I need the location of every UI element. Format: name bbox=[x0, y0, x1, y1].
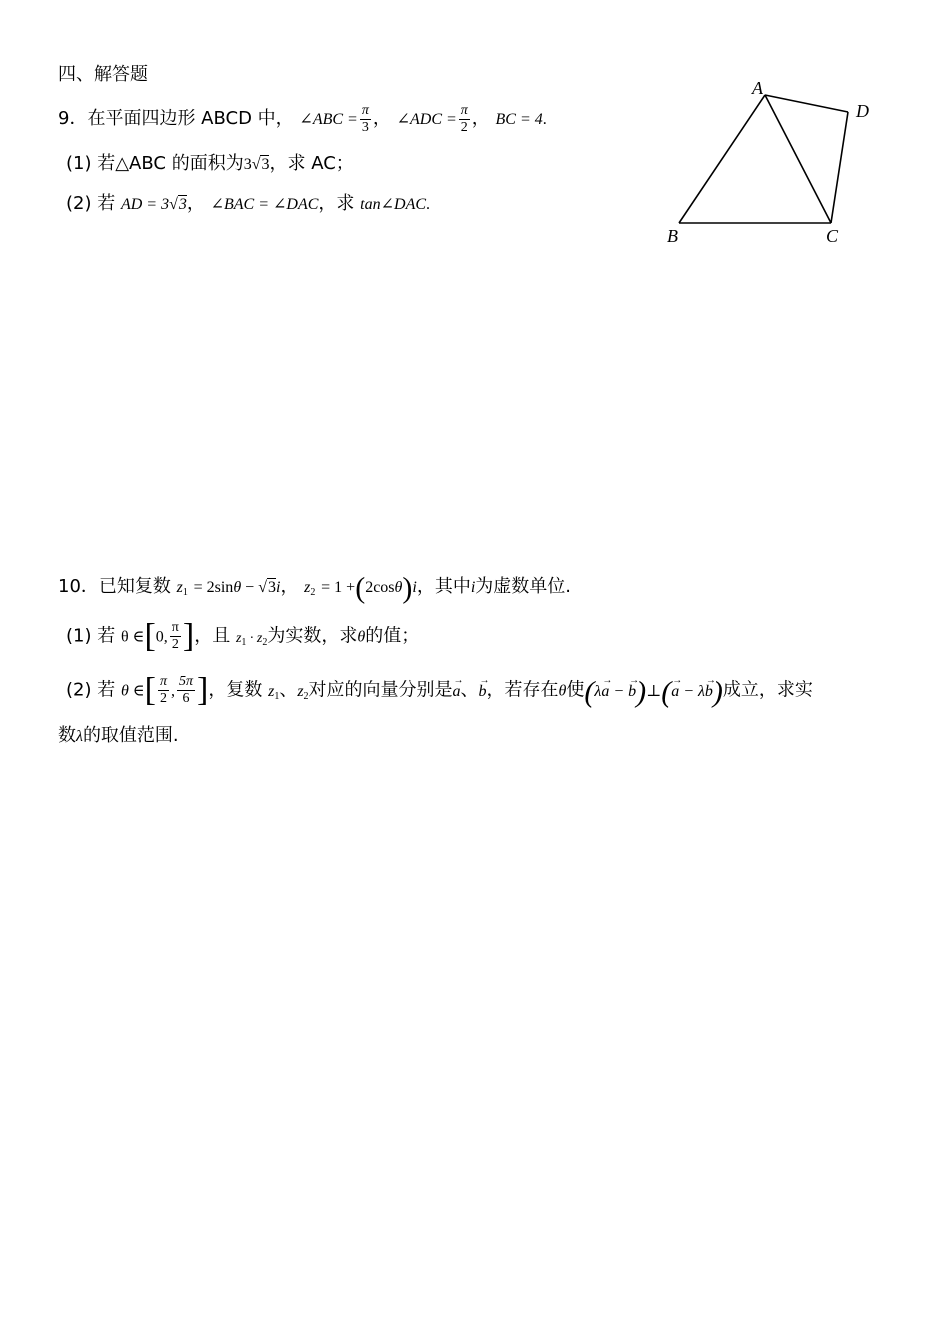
q10-part2-line2 bbox=[58, 724, 179, 749]
q10-stem-post: ，其中 bbox=[416, 576, 471, 597]
edge-ac bbox=[765, 95, 831, 223]
q9-part2 bbox=[66, 192, 430, 217]
q10-part2-theta: θ ∈ bbox=[120, 682, 145, 700]
q10-part2-label: (2) 若 bbox=[66, 679, 116, 701]
q10-part2-frac-1: $\frac{\pi}{2}$ bbox=[159, 674, 167, 706]
q10-part2-sep: , bbox=[171, 682, 175, 700]
q9-bc-value: BC = 4 bbox=[495, 111, 543, 128]
q10-part2-mid: ，复数 bbox=[208, 679, 263, 701]
q9-comma-1: ， bbox=[372, 108, 391, 129]
q10-part2-lambda: λ bbox=[76, 728, 83, 745]
q9-part1-label: (1) 若△ABC 的面积为 bbox=[66, 153, 244, 174]
q10-part2-condition: (λ→ a − → b)⊥(→ a − λ→ b) bbox=[584, 683, 723, 700]
q10-part1-theta2: θ bbox=[357, 628, 366, 646]
vertex-d-label: D bbox=[856, 101, 869, 121]
q9-part1-tail: ，求 AC； bbox=[269, 153, 354, 174]
q10-z2: $z_2$ bbox=[304, 579, 316, 598]
edge-ab bbox=[679, 95, 765, 223]
q9-part1 bbox=[66, 152, 354, 177]
q9-part2-mid: ， bbox=[186, 193, 205, 214]
section-heading bbox=[58, 63, 148, 87]
q9-angle-adc: ∠ADC = bbox=[396, 111, 457, 128]
q10-z2-rhs: = 1 +(2cosθ)i bbox=[321, 571, 417, 605]
q9-part2-tan: tan∠DAC bbox=[360, 196, 427, 213]
q10-part2-dun: 、 bbox=[279, 679, 298, 701]
q10-part1-product: $z_1 \cdot z_2$ bbox=[235, 630, 268, 648]
q10-part1-zero: 0, bbox=[155, 628, 168, 646]
vertex-b-label: B bbox=[667, 226, 678, 246]
q10-part2-frac-2: $\frac{5\pi}{6}$ bbox=[179, 674, 194, 706]
q10-part2-z1: $z_1$ bbox=[268, 682, 280, 702]
q9-part2-ad: AD = 3√3 bbox=[120, 196, 187, 213]
q9-period: . bbox=[542, 111, 547, 128]
q9-part2-label: (2) 若 bbox=[66, 193, 116, 214]
q10-part2-vec-text: 对应的向量分别是 bbox=[308, 679, 453, 701]
vertex-a-label: A bbox=[752, 78, 763, 98]
q10-part1-end: 的值； bbox=[365, 625, 420, 647]
q9-frac-pi-2: $\frac{\pi}{2}$ bbox=[460, 102, 468, 135]
q10-part2-line2-start: 数 bbox=[58, 725, 76, 746]
q9-part2-end: . bbox=[426, 196, 431, 213]
quadrilateral-figure bbox=[660, 72, 900, 252]
q9-comma-2: ， bbox=[471, 108, 490, 129]
q10-part1: (1) 若 θ ∈[0, $\frac{\pi}{2}$ ]，且 $z_1 \cdot z_2$为实数，求θ的值； bbox=[66, 617, 420, 655]
q9-part2-angles: ∠BAC = ∠DAC bbox=[210, 196, 319, 213]
q10-number: 10． bbox=[58, 576, 99, 597]
edge-ad bbox=[765, 95, 848, 112]
q10-part2-z2: $z_2$ bbox=[297, 682, 309, 702]
q10-part1-tail: 为实数，求 bbox=[267, 625, 358, 647]
vector-a: → a bbox=[453, 677, 461, 707]
q10-stem-end: 为虚数单位. bbox=[475, 576, 572, 597]
q10-part2-exist: ，若存在 bbox=[486, 679, 559, 701]
q9-stem-text: 在平面四边形 ABCD 中， bbox=[87, 108, 294, 129]
q9-stem bbox=[58, 99, 547, 140]
q10-part1-frac: $\frac{\pi}{2}$ bbox=[171, 620, 179, 652]
q10-part2-vec-dun: 、 bbox=[460, 679, 479, 701]
q9-part2-ask: ，求 bbox=[318, 193, 355, 214]
q9-frac-pi-3: $\frac{\pi}{3}$ bbox=[361, 102, 369, 135]
q10-part2-make: 使 bbox=[566, 679, 585, 701]
edge-dc bbox=[831, 112, 848, 223]
q9-number: 9． bbox=[58, 108, 88, 129]
q10-comma: ， bbox=[280, 576, 299, 597]
q10-part2-theta2: θ bbox=[558, 682, 567, 700]
vector-b: → b bbox=[479, 677, 487, 707]
vertex-c-label: C bbox=[826, 226, 839, 246]
q10-i-word: i bbox=[470, 579, 476, 596]
q10-part1-theta: θ ∈ bbox=[120, 628, 145, 646]
q9-angle-abc: ∠ABC = bbox=[299, 111, 358, 128]
section-heading-text: 四、解答题 bbox=[58, 64, 148, 85]
q10-stem bbox=[58, 571, 572, 605]
q10-part2-line2-end: 的取值范围. bbox=[82, 725, 179, 746]
q10-part2-end: 成立，求实 bbox=[722, 679, 813, 701]
q10-part1-mid: ，且 bbox=[194, 625, 231, 647]
q10-z1-rhs: = 2sinθ − √3i bbox=[193, 579, 281, 596]
q10-part2: (2) 若 θ ∈[ $\frac{\pi}{2}$ , $\frac{5\pi}{6}$ ]，复数 $z_1$、$z_2$对应的向量分别是→ a、→ b，若存在θ使(λ→ a − → b)⊥(→ a − λ→ b)成立，求实 bbox=[66, 674, 813, 712]
q10-stem-pre: 已知复数 bbox=[98, 576, 171, 597]
q10-z1: $z_1$ bbox=[176, 579, 188, 598]
q9-part1-value: 3√3 bbox=[243, 156, 270, 173]
q10-part1-label: (1) 若 bbox=[66, 625, 116, 647]
